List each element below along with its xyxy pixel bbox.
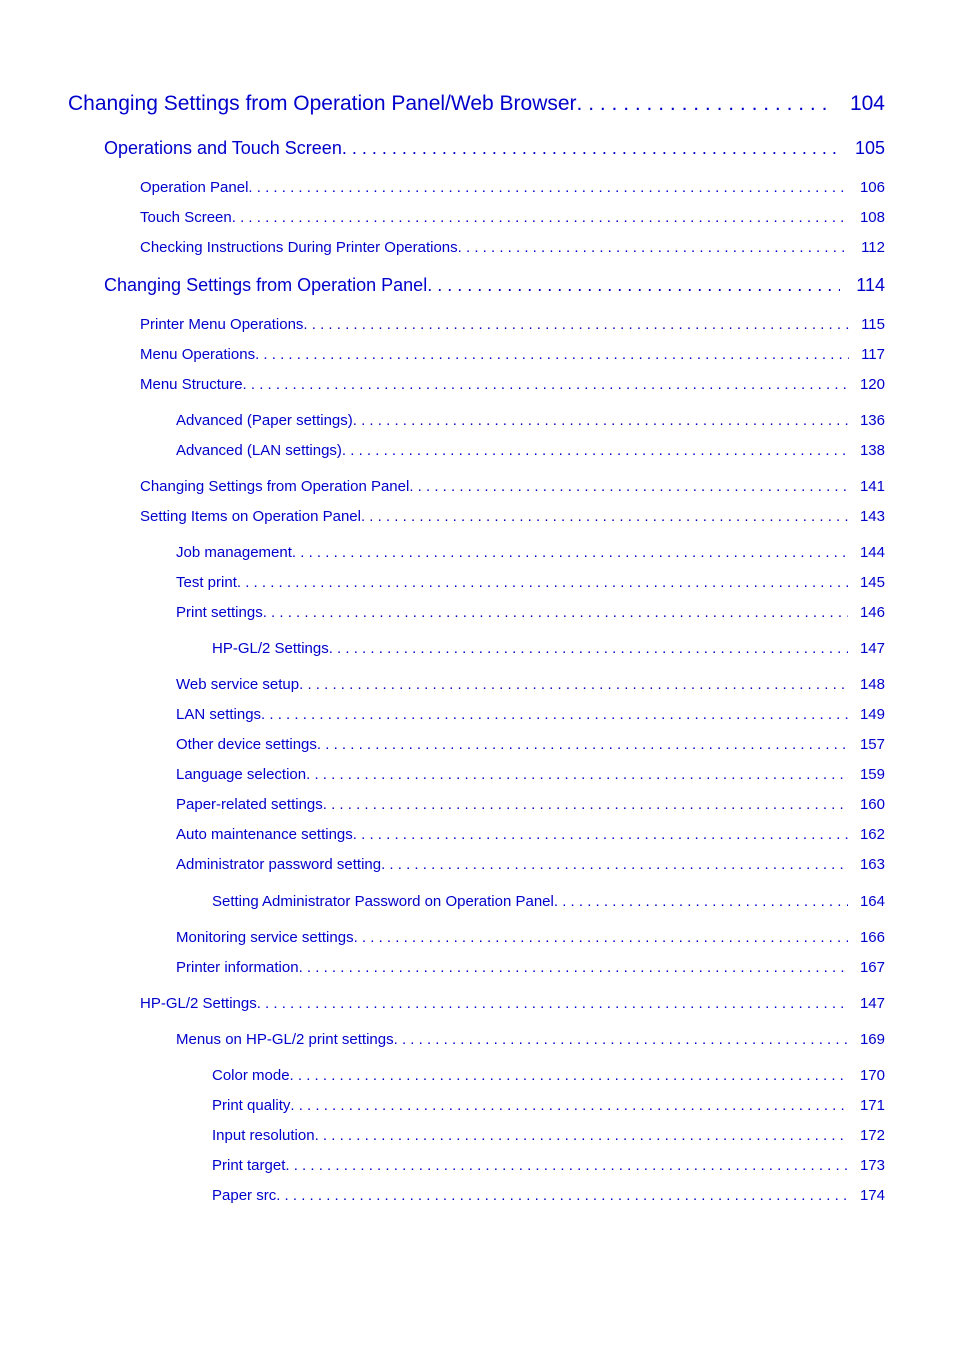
- toc-page-number: 144: [859, 544, 885, 561]
- toc-entry-label: Advanced (Paper settings): [176, 412, 353, 429]
- toc-entry-label: LAN settings: [176, 706, 262, 723]
- dot-leader: [263, 604, 848, 621]
- toc-page-number: 170: [859, 1067, 885, 1084]
- toc-entry-label: Operation Panel: [140, 179, 249, 196]
- toc-entry[interactable]: [212, 1067, 885, 1084]
- dot-leader: [232, 209, 848, 226]
- toc-entry[interactable]: [212, 893, 885, 910]
- toc-page-number: 166: [859, 929, 885, 946]
- toc-page-number: 164: [859, 893, 885, 910]
- dot-leader: [353, 826, 848, 843]
- dot-leader: [354, 929, 848, 946]
- dot-leader: [261, 706, 848, 723]
- toc-page-number: 105: [854, 138, 885, 158]
- toc-page-number: 149: [859, 706, 885, 723]
- toc-entry-label: Monitoring service settings: [176, 929, 354, 946]
- dot-leader: [329, 640, 848, 657]
- dot-leader: [303, 316, 849, 333]
- toc-entry[interactable]: [176, 796, 885, 813]
- toc-entry[interactable]: [176, 736, 885, 753]
- toc-entry[interactable]: [176, 929, 885, 946]
- toc-entry-label: Touch Screen: [140, 209, 232, 226]
- toc-entry-label: Print quality: [212, 1097, 291, 1114]
- dot-leader: [243, 376, 848, 393]
- toc-entry[interactable]: [176, 856, 885, 873]
- toc-entry[interactable]: [176, 604, 885, 621]
- dot-leader: [290, 1097, 848, 1114]
- toc-entry[interactable]: [176, 412, 885, 429]
- toc-entry-label: Auto maintenance settings: [176, 826, 353, 843]
- dot-leader: [255, 346, 849, 363]
- toc-entry-label: Changing Settings from Operation Panel: [104, 275, 428, 295]
- toc-entry[interactable]: [140, 508, 885, 525]
- toc-page-number: 163: [859, 856, 885, 873]
- dot-leader: [381, 856, 848, 873]
- toc-entry-label: Menus on HP-GL/2 print settings: [176, 1031, 394, 1048]
- toc-page-number: 173: [859, 1157, 885, 1174]
- toc-page-number: 136: [859, 412, 885, 429]
- dot-leader: [315, 1127, 848, 1144]
- toc-page-number: 169: [859, 1031, 885, 1048]
- toc-entry[interactable]: [176, 706, 885, 723]
- toc-entry-label: Other device settings: [176, 736, 317, 753]
- toc-entry[interactable]: [212, 1157, 885, 1174]
- toc-entry[interactable]: [140, 316, 885, 333]
- toc-page-number: 174: [859, 1187, 885, 1204]
- dot-leader: [237, 574, 848, 591]
- dot-leader: [306, 766, 848, 783]
- dot-leader: [276, 1187, 848, 1204]
- toc-entry[interactable]: [212, 1127, 885, 1144]
- toc-entry[interactable]: [176, 1031, 885, 1048]
- toc-entry-label: Changing Settings from Operation Panel: [140, 478, 410, 495]
- toc-entry-label: Administrator password setting: [176, 856, 382, 873]
- toc-page-number: 148: [859, 676, 885, 693]
- toc-page-number: 120: [859, 376, 885, 393]
- toc-page-number: 172: [859, 1127, 885, 1144]
- toc-entry-label: Print settings: [176, 604, 263, 621]
- dot-leader: [323, 796, 848, 813]
- toc-entry[interactable]: [176, 676, 885, 693]
- toc-entry[interactable]: [140, 478, 885, 495]
- toc-entry-label: Job management: [176, 544, 292, 561]
- toc-page-number: 145: [859, 574, 885, 591]
- toc-entry-label: Printer Menu Operations: [140, 316, 304, 333]
- toc-entry-label: Setting Items on Operation Panel: [140, 508, 361, 525]
- toc-entry-label: Paper-related settings: [176, 796, 323, 813]
- toc-entry[interactable]: [176, 766, 885, 783]
- dot-leader: [409, 478, 848, 495]
- toc-page-number: 147: [859, 640, 885, 657]
- toc-entry-label: Test print: [176, 574, 237, 591]
- dot-leader: [257, 995, 848, 1012]
- dot-leader: [361, 508, 848, 525]
- toc-entry[interactable]: [212, 1097, 885, 1114]
- dot-leader: [290, 1067, 848, 1084]
- toc-entry-label: Color mode: [212, 1067, 290, 1084]
- toc-entry-label: Language selection: [176, 766, 307, 783]
- toc-page-number: 115: [861, 316, 885, 333]
- toc-entry[interactable]: [176, 826, 885, 843]
- toc-entry-label: Checking Instructions During Printer Operations: [140, 239, 458, 256]
- dot-leader: [299, 959, 848, 976]
- toc-page-number: 160: [859, 796, 885, 813]
- dot-leader: [342, 138, 839, 159]
- toc-entry[interactable]: [140, 376, 885, 393]
- dot-leader: [427, 275, 840, 296]
- toc-page-number: 162: [859, 826, 885, 843]
- toc-entry[interactable]: [104, 275, 885, 296]
- toc-page-number: 117: [861, 346, 885, 363]
- toc-entry-label: Changing Settings from Operation Panel/Web Browser: [68, 92, 577, 115]
- toc-entry-label: Web service setup: [176, 676, 300, 693]
- toc-entry-label: Setting Administrator Password on Operation Panel: [212, 893, 554, 910]
- toc-entry[interactable]: [140, 346, 885, 363]
- toc-entry-label: Advanced (LAN settings): [176, 442, 342, 459]
- toc-page-number: 167: [859, 959, 885, 976]
- dot-leader: [577, 92, 832, 116]
- toc-entry[interactable]: [176, 544, 885, 561]
- dot-leader: [458, 239, 849, 256]
- dot-leader: [554, 893, 848, 910]
- toc-entry[interactable]: [212, 1187, 885, 1204]
- dot-leader: [248, 179, 848, 196]
- toc-entry-label: HP-GL/2 Settings: [140, 995, 257, 1012]
- toc-entry[interactable]: [140, 995, 885, 1012]
- toc-entry-label: Paper src: [212, 1187, 277, 1204]
- toc-entry-label: Operations and Touch Screen: [104, 138, 342, 158]
- toc-entry[interactable]: [176, 574, 885, 591]
- toc-entry-label: Input resolution: [212, 1127, 315, 1144]
- toc-page-number: 138: [859, 442, 885, 459]
- dot-leader: [317, 736, 848, 753]
- toc-page-number: 146: [859, 604, 885, 621]
- toc-page-number: 159: [859, 766, 885, 783]
- toc-page-number: 141: [859, 478, 885, 495]
- dot-leader: [394, 1031, 848, 1048]
- toc-entry[interactable]: [176, 442, 885, 459]
- toc-page-number: 112: [861, 239, 885, 256]
- toc-entry[interactable]: [140, 209, 885, 226]
- toc-entry-label: Menu Structure: [140, 376, 243, 393]
- dot-leader: [342, 442, 848, 459]
- toc-entry-label: HP-GL/2 Settings: [212, 640, 329, 657]
- toc-page-number: 147: [859, 995, 885, 1012]
- dot-leader: [353, 412, 848, 429]
- dot-leader: [285, 1157, 848, 1174]
- toc-page-number: 106: [859, 179, 885, 196]
- toc-page-number: 143: [859, 508, 885, 525]
- toc-entry[interactable]: [140, 179, 885, 196]
- dot-leader: [292, 544, 848, 561]
- toc-entry-label: Printer information: [176, 959, 299, 976]
- toc-entry[interactable]: [68, 92, 885, 116]
- toc-page-number: 114: [856, 275, 885, 295]
- toc-entry-label: Print target: [212, 1157, 286, 1174]
- toc-entry[interactable]: [104, 138, 885, 159]
- toc-entry[interactable]: [140, 239, 885, 256]
- toc-entry-label: Menu Operations: [140, 346, 256, 363]
- toc-entry[interactable]: [176, 959, 885, 976]
- toc-page-number: 108: [859, 209, 885, 226]
- toc-page-number: 104: [849, 92, 885, 115]
- toc-entry[interactable]: [212, 640, 885, 657]
- dot-leader: [299, 676, 848, 693]
- toc-page-number: 157: [859, 736, 885, 753]
- toc-page-number: 171: [859, 1097, 885, 1114]
